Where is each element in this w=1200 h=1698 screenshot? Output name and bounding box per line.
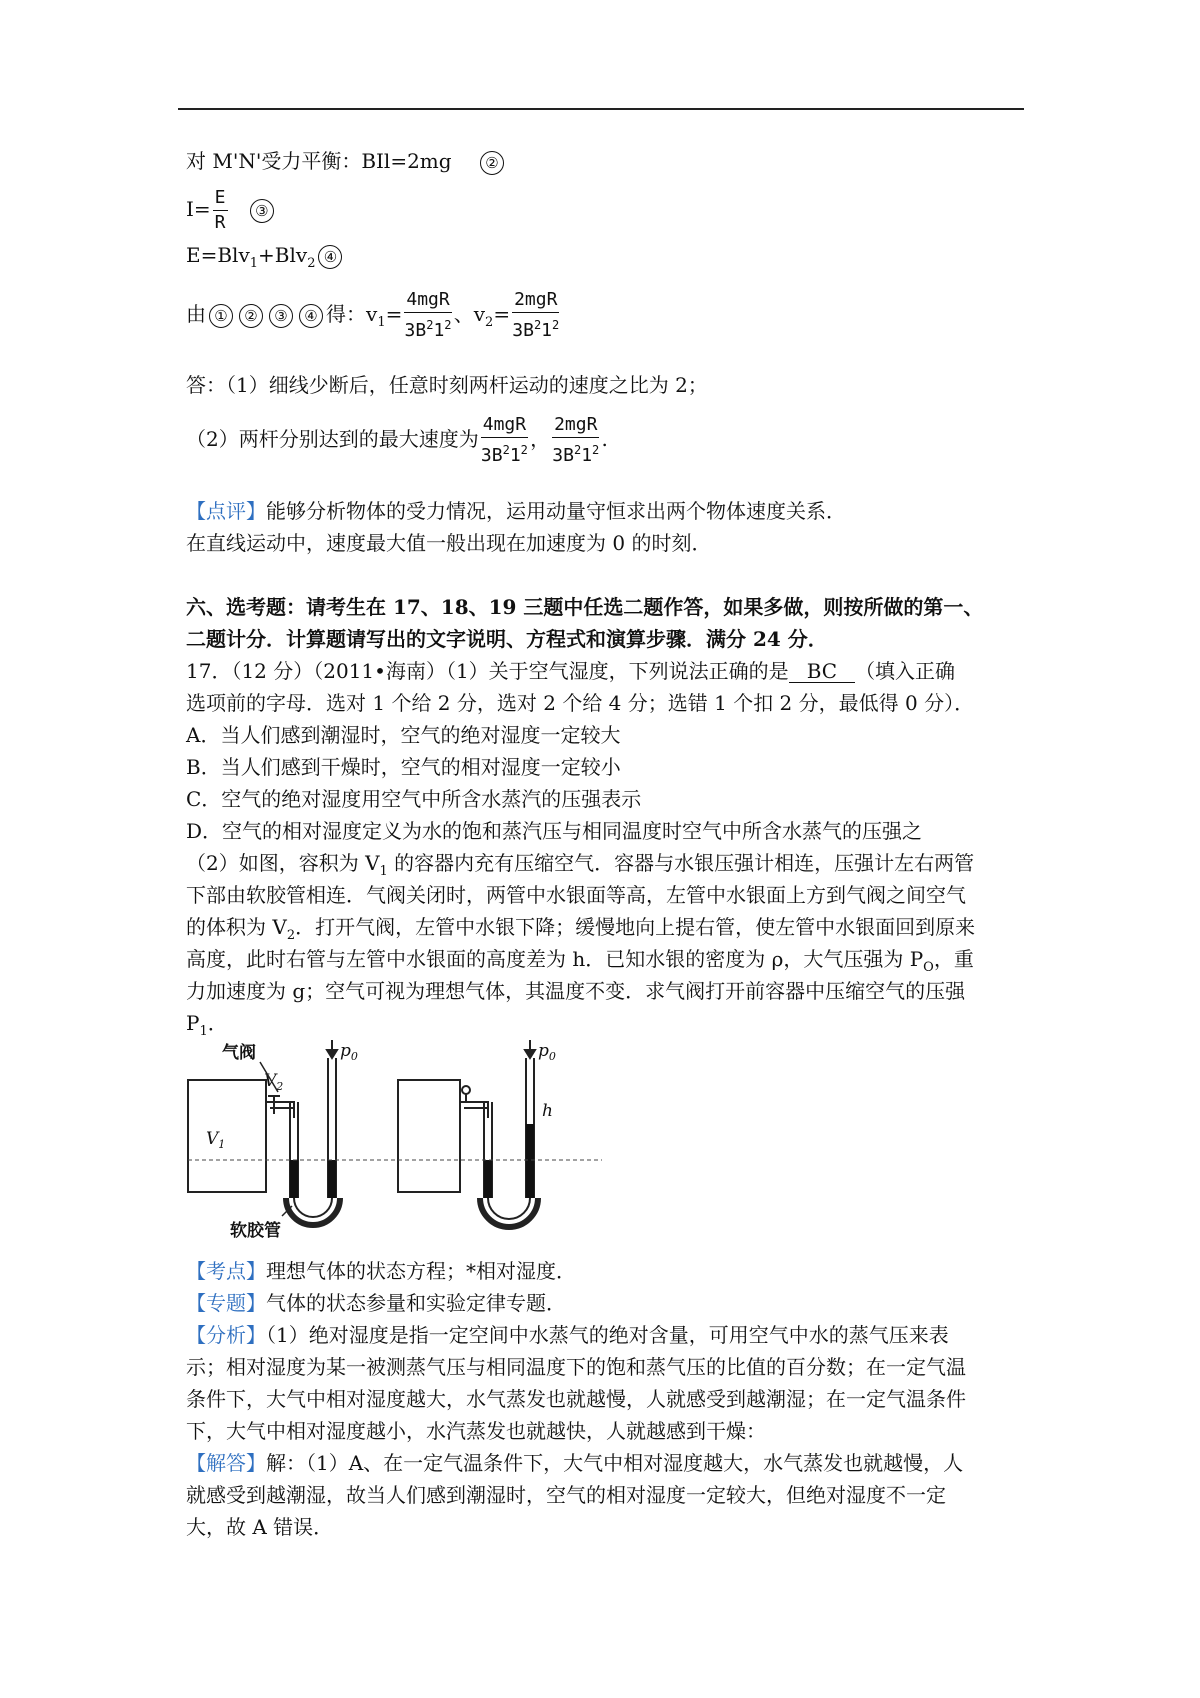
fraction-v2: $\frac{\text{2mgR}}{3B^21^2}$ bbox=[552, 414, 600, 466]
label-v1: $V_1$ bbox=[206, 1129, 226, 1151]
kaodian-line: 【考点】理想气体的状态方程；*相对湿度． bbox=[186, 1259, 576, 1283]
equation-current: I= $\frac{E}{R}$ ③ bbox=[186, 182, 277, 236]
fenxi-line-1: 【分析】（1）绝对湿度是指一定空间中水蒸气的绝对含量，可用空气中水的蒸气压来表 bbox=[186, 1323, 949, 1347]
jieda-tag: 【解答】 bbox=[186, 1451, 266, 1475]
label-p0: $p_0$ bbox=[340, 1041, 358, 1063]
section-heading-line-1: 六、选考题：请考生在 17、18、19 三题中任选二题作答，如果多做，则按所做的第一、 bbox=[186, 595, 984, 619]
label-hose: 软胶管 bbox=[230, 1221, 281, 1240]
circled-number: ④ bbox=[299, 304, 323, 328]
question-17-head: 17．（12 分）（2011•海南）（1）关于空气湿度，下列说法正确的是 BC （填入正确 bbox=[186, 659, 956, 683]
answer-line-2: （2）两杆分别达到的最大速度为 $\frac{\text{4mgR}}{3B^21^2}$ ， $\frac{\text{2mgR}}{3B^21^2}$ . bbox=[186, 414, 608, 466]
circled-number: ② bbox=[239, 304, 263, 328]
section-heading-line-2: 二题计分．计算题请写出的文字说明、方程式和演算步骤．满分 24 分． bbox=[186, 627, 828, 651]
fenxi-line-2: 示；相对湿度为某一被测蒸气压与相同温度下的饱和蒸气压的比值的百分数；在一定气温 bbox=[186, 1355, 966, 1379]
fenxi-tag: 【分析】 bbox=[186, 1323, 266, 1347]
part2-line-3: 的体积为 $V_2$．打开气阀，左管中水银下降；缓慢地向上提右管，使左管中水银面回到原来 bbox=[186, 915, 976, 943]
option-d: D．空气的相对湿度定义为水的饱和蒸汽压与相同温度时空气中所含水蒸气的压强之 bbox=[186, 819, 923, 843]
container-second bbox=[398, 1080, 460, 1192]
fenxi-line-4: 下，大气中相对湿度越小，水汽蒸发也就越快，人就越感到干燥： bbox=[186, 1419, 766, 1443]
circled-number: ② bbox=[480, 151, 504, 175]
review-line-2: 在直线运动中，速度最大值一般出现在加速度为 0 的时刻． bbox=[186, 531, 712, 555]
equation-derivation: 由 ① ② ③ ④ 得：$v_1=$ $\frac{\text{4mgR}}{3B^21^2}$ 、$v_2=$ $\frac{\text{2mgR}}{3B^21^2}$ bbox=[186, 289, 560, 341]
equation-emf: E=Blv$_1$+Blv$_2$ ④ bbox=[186, 240, 345, 279]
fraction-v1: $\frac{\text{4mgR}}{3B^21^2}$ bbox=[480, 414, 528, 466]
circled-number: ③ bbox=[250, 199, 274, 223]
kaodian-tag: 【考点】 bbox=[186, 1259, 266, 1283]
label-valve: 气阀 bbox=[222, 1043, 256, 1063]
fenxi-line-3: 条件下，大气中相对湿度越大，水气蒸发也就越慢，人就感受到越潮湿；在一定气温条件 bbox=[186, 1387, 966, 1411]
label-v2: $V_2$ bbox=[264, 1071, 284, 1093]
container-v1 bbox=[188, 1080, 266, 1192]
header-rule bbox=[178, 108, 1024, 110]
answer-blank: BC bbox=[789, 660, 855, 683]
circled-number: ④ bbox=[318, 245, 342, 269]
zhuanti-line: 【专题】气体的状态参量和实验定律专题． bbox=[186, 1291, 566, 1315]
jieda-line-2: 就感受到越潮湿，故当人们感到潮湿时，空气的相对湿度一定较大，但绝对湿度不一定 bbox=[186, 1483, 946, 1507]
review-tag: 【点评】 bbox=[186, 499, 266, 523]
option-b: B．当人们感到干燥时，空气的相对湿度一定较小 bbox=[186, 755, 621, 779]
review-line-1: 【点评】能够分析物体的受力情况，运用动量守恒求出两个物体速度关系． bbox=[186, 499, 846, 523]
zhuanti-tag: 【专题】 bbox=[186, 1291, 266, 1315]
question-17-instructions: 选项前的字母．选对 1 个给 2 分，选对 2 个给 4 分；选错 1 个扣 2 分，最低得 0 分）． bbox=[186, 691, 975, 715]
part2-line-4: 高度，此时右管与左管中水银面的高度差为 h．已知水银的密度为 ρ，大气压强为 $P_O$，重 bbox=[186, 947, 974, 975]
label-p0: $p_0$ bbox=[538, 1041, 556, 1063]
fraction-v2: $\frac{\text{2mgR}}{3B^21^2}$ bbox=[512, 289, 560, 341]
manometer-figure bbox=[182, 1040, 612, 1240]
part2-line-1: （2）如图，容积为 $V_1$ 的容器内充有压缩空气．容器与水银压强计相连，压强计左右两管 bbox=[186, 851, 975, 879]
fraction-e-over-r: $\frac{E}{R}$ bbox=[214, 187, 226, 233]
option-c: C．空气的绝对湿度用空气中所含水蒸汽的压强表示 bbox=[186, 787, 642, 811]
jieda-line-1: 【解答】解：（1）A、在一定气温条件下，大气中相对湿度越大，水气蒸发也就越慢，人 bbox=[186, 1451, 964, 1475]
part2-line-6: $P_1$． bbox=[186, 1011, 228, 1039]
equation-force-balance: 对 M'N'受力平衡：BIl=2mg ② bbox=[186, 146, 507, 176]
part2-line-2: 下部由软胶管相连．气阀关闭时，两管中水银面等高，左管中水银面上方到气阀之间空气 bbox=[186, 883, 966, 907]
circled-number: ③ bbox=[269, 304, 293, 328]
label-h: h bbox=[542, 1101, 553, 1121]
circled-number: ① bbox=[209, 304, 233, 328]
option-a: A．当人们感到潮湿时，空气的绝对湿度一定较大 bbox=[186, 723, 621, 747]
answer-line-1: 答：（1）细线少断后，任意时刻两杆运动的速度之比为 2； bbox=[186, 373, 708, 397]
jieda-line-3: 大，故 A 错误． bbox=[186, 1515, 334, 1539]
part2-line-5: 力加速度为 g；空气可视为理想气体，其温度不变．求气阀打开前容器中压缩空气的压强 bbox=[186, 979, 966, 1003]
fraction-v1: $\frac{\text{4mgR}}{3B^21^2}$ bbox=[404, 289, 452, 341]
